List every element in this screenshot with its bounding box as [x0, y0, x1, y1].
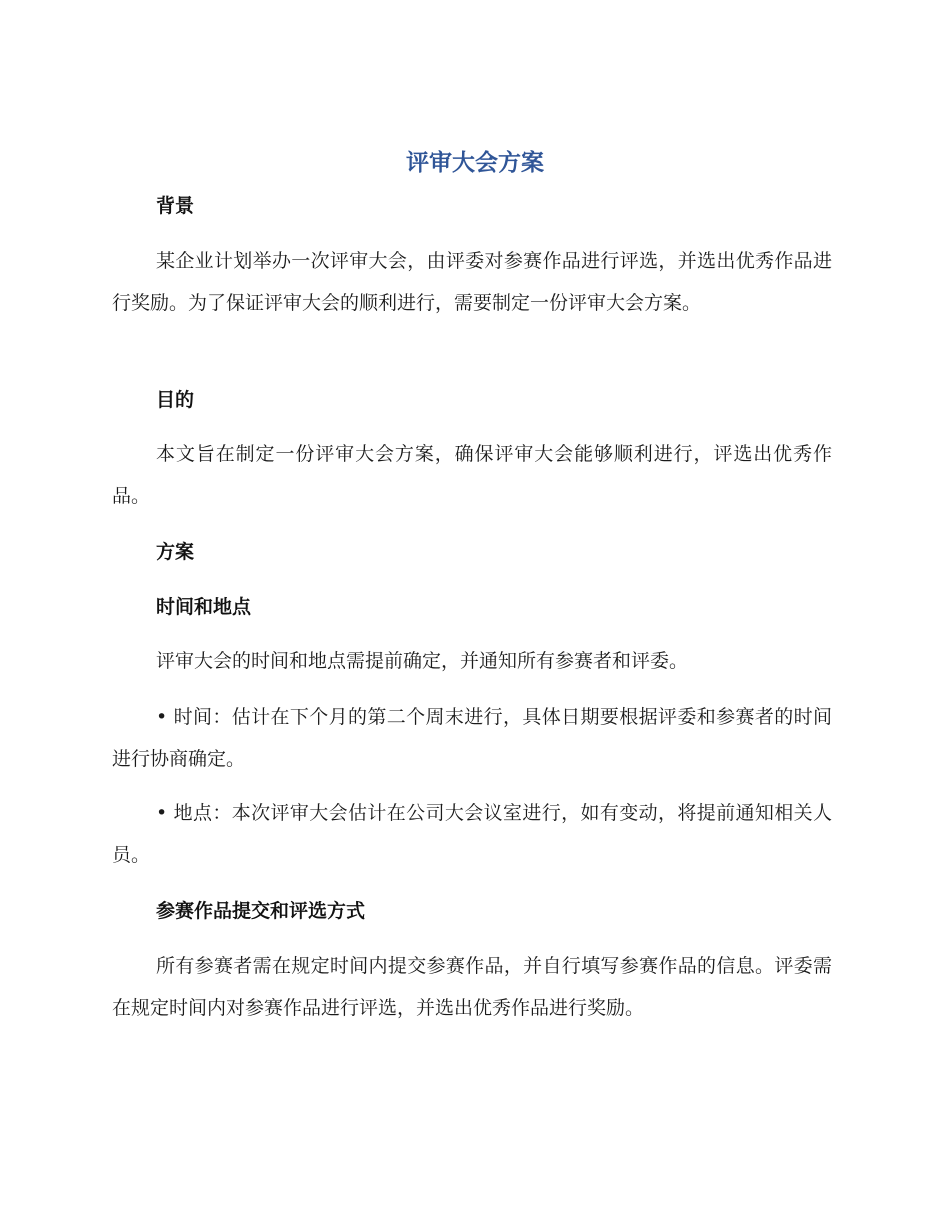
section-heading-time-place: 时间和地点: [156, 596, 252, 618]
section-heading-purpose: 目的: [156, 389, 195, 411]
paragraph-submission: 所有参赛者需在规定时间内提交参赛作品，并自行填写参赛作品的信息。评委需在规定时间内对参赛作品进行评选，并选出优秀作品进行奖励。: [112, 955, 832, 1019]
paragraph-purpose: 本文旨在制定一份评审大会方案，确保评审大会能够顺利进行，评选出优秀作品。: [112, 443, 832, 507]
bullet-time: • 时间：估计在下个月的第二个周末进行，具体日期要根据评委和参赛者的时间进行协商确定。: [112, 706, 832, 770]
section-heading-plan: 方案: [156, 541, 195, 563]
paragraph-time-place: 评审大会的时间和地点需提前确定，并通知所有参赛者和评委。: [156, 650, 689, 672]
paragraph-background: 某企业计划举办一次评审大会，由评委对参赛作品进行评选，并选出优秀作品进行奖励。为了保证评审大会的顺利进行，需要制定一份评审大会方案。: [112, 250, 832, 314]
section-heading-background: 背景: [156, 195, 195, 217]
bullet-place: • 地点：本次评审大会估计在公司大会议室进行，如有变动，将提前通知相关人员。: [112, 802, 832, 866]
document-title: 评审大会方案: [406, 150, 544, 176]
section-heading-submission: 参赛作品提交和评选方式: [156, 900, 366, 922]
